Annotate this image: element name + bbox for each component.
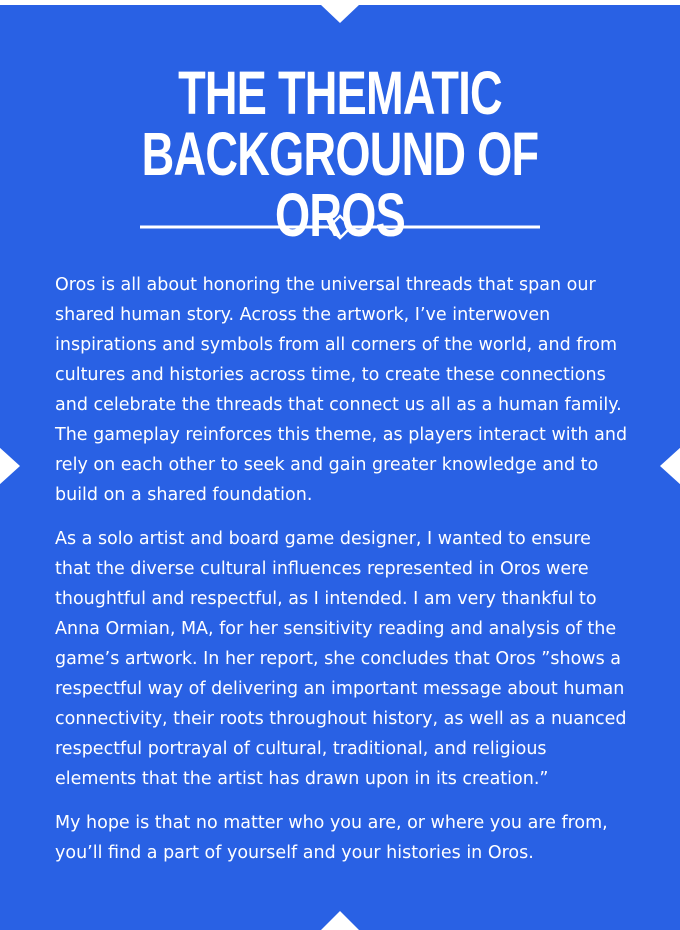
title-line-1: THE THEMATIC bbox=[178, 59, 502, 127]
title-divider bbox=[140, 214, 540, 240]
top-notch bbox=[320, 5, 360, 23]
left-notch bbox=[0, 447, 20, 485]
paragraph-2: As a solo artist and board game designer, I wanted to ensure that the diverse cultural influences represented in Oros were thoughtful and respectful, as I intended. I am very thankful to Anna Ormian, MA, for her sensitivity reading and analysis of the game’s artwork. In her report, she concludes that Oros ”shows a respectful way of delivering an important message about human connectivity, their roots throughout history, as well as a nuanced respectful portrayal of cultural, traditional, and religious elements that the artist has drawn upon in its creation.” bbox=[55, 529, 627, 789]
paragraph-1: Oros is all about honoring the universal threads that span our shared human story. Across the artwork, I’ve interwoven inspirations and symbols from all corners of the world, and from cultures and histories across time, to create these connections and celebrate the threads that connect us all as a human family. The gameplay reinforces this theme, as players interact with and rely on each other to seek and gain greater knowledge and to build on a shared foundation. bbox=[55, 275, 628, 505]
bottom-notch bbox=[320, 911, 360, 930]
right-notch bbox=[660, 447, 680, 485]
title-line-2: BACKGROUND OF OROS bbox=[141, 120, 539, 249]
diamond-icon bbox=[329, 216, 351, 238]
article-body bbox=[55, 270, 630, 882]
paragraph-3: My hope is that no matter who you are, or where you are from, you’ll find a part of yourself and your histories in Oros. bbox=[55, 813, 608, 863]
content-panel bbox=[0, 5, 680, 930]
